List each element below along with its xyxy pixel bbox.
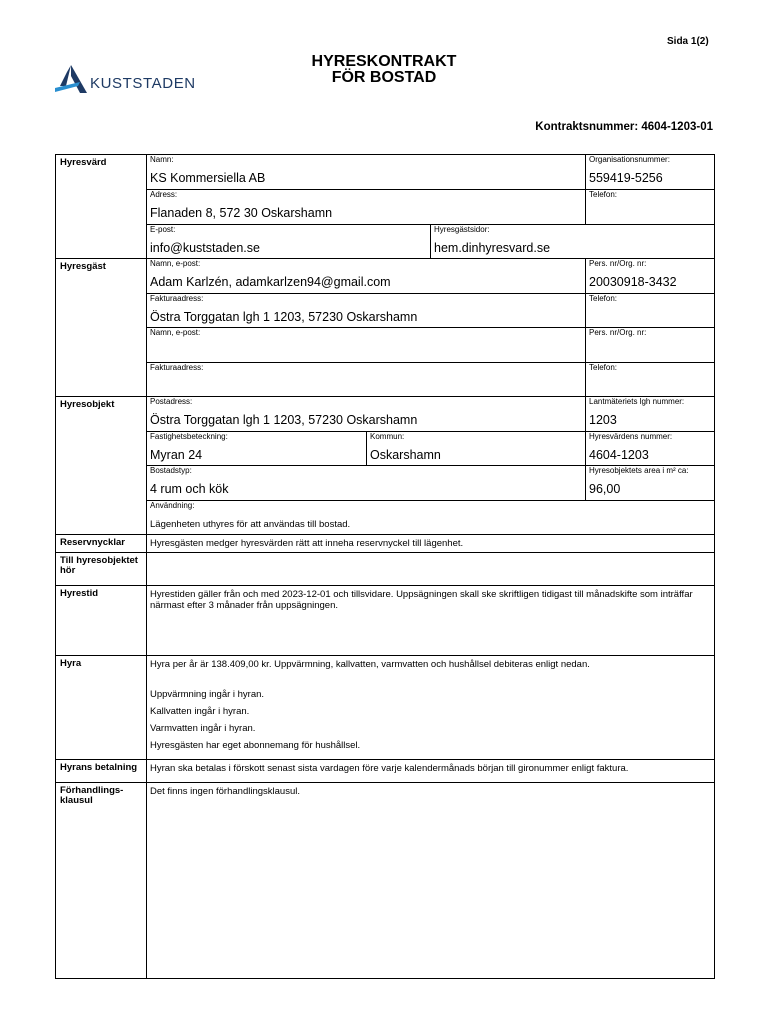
field-label: Adress: [150,190,178,199]
field-label: Organisationsnummer: [589,155,670,164]
logo-text: KUSTSTADEN [90,74,196,92]
field-label: Namn, e-post: [150,328,201,337]
field-tenant-pages [431,225,714,259]
forhandling-label-line-2: klausul [60,795,93,806]
section-label-tillhor: Till hyresobjektet hör [56,553,147,585]
field-postal-address [147,397,586,432]
field-housing-type [147,466,586,501]
title-line-2: FÖR BOSTAD [331,69,437,86]
tenant-name-value: Adam Karlzén, adamkarlzen94@gmail.com [150,275,391,289]
field-org-number [586,155,714,190]
postal-address-value: Östra Torggatan lgh 1 1203, 57230 Oskarshamn [150,413,418,427]
area-value: 96,00 [589,482,621,496]
field-label: Hyresvärdens nummer: [589,432,673,441]
field-label: Pers. nr/Org. nr: [589,328,647,337]
forhandling-text: Det finns ingen förhandlingsklausul. [150,786,300,797]
section-label-forhandling [56,783,147,978]
field-landlord-address [147,190,586,225]
section-hyresvard [56,155,714,259]
field-label: Kommun: [370,432,405,441]
hyrestid-text: Hyrestiden gäller från och med 2023-12-01 och tillsvidare. Uppsägningen skall ske skriftligen tidigast till månadskifte som inträffar närmast efter 3 månader från uppsägningen. [150,589,693,611]
landlord-address-value: Flanaden 8, 572 30 Oskarshamn [150,206,333,220]
field-tenant2-name [147,328,586,363]
field-tenant-name [147,259,586,294]
field-label: Telefon: [589,190,618,199]
section-tillhor [56,553,714,586]
field-landlord-number [586,432,714,466]
field-label: Hyresgästsidor: [434,225,490,234]
contract-form [55,154,715,979]
section-label-hyra: Hyra [56,656,147,759]
field-label: Fastighetsbeteckning: [150,432,228,441]
document-title [250,54,518,86]
hyra-line-2: Uppvärmning ingår i hyran. [150,689,265,700]
landlord-name-value: KS Kommersiella AB [150,171,266,185]
field-tenant-phone [586,294,714,328]
title-line-1: HYRESKONTRAKT [311,53,457,70]
field-kommun [367,432,586,466]
hyra-line-4: Varmvatten ingår i hyran. [150,723,256,734]
section-betalning [56,760,714,783]
org-number-value: 559419-5256 [589,171,663,185]
section-label-reservnycklar: Reservnycklar [56,535,147,552]
field-label: Telefon: [589,363,618,372]
field-label: Fakturaadress: [150,294,204,303]
hyra-line-1: Hyra per år är 138.409,00 kr. Uppvärmning, kallvatten, varmvatten och hushållsel debiteras enligt nedan. [150,659,590,670]
field-tenant2-phone [586,363,714,397]
field-label: Hyresobjektets area i m² ca: [589,466,689,475]
field-area [586,466,714,501]
section-label-hyresgast: Hyresgäst [56,259,147,396]
lm-number-value: 1203 [589,413,617,427]
tenant-invoice-value: Östra Torggatan lgh 1 1203, 57230 Oskarshamn [150,310,418,324]
field-label: Pers. nr/Org. nr: [589,259,647,268]
tenant-pages-value: hem.dinhyresvard.se [434,241,551,255]
field-landlord-phone [586,190,714,225]
field-label: Telefon: [589,294,618,303]
field-usage [147,501,714,535]
field-label: Bostadstyp: [150,466,192,475]
contract-number: Kontraktsnummer: 4604-1203-01 [535,121,713,133]
field-label: Namn, e-post: [150,259,201,268]
section-label-hyresvard: Hyresvärd [56,155,147,258]
kuststaden-logo [54,64,196,94]
field-label: Namn: [150,155,174,164]
field-tenant2-pnr [586,328,714,363]
housing-type-value: 4 rum och kök [150,482,229,496]
usage-value: Lägenheten uthyres för att användas till bostad. [150,519,351,530]
field-label: Fakturaadress: [150,363,204,372]
section-label-hyresobjekt: Hyresobjekt [56,397,147,534]
field-label: Lantmäteriets lgh nummer: [589,397,685,406]
section-hyresgast [56,259,714,397]
betalning-text: Hyran ska betalas i förskott senast sista vardagen före varje kalendermånads början till gironummer enligt faktura. [150,763,629,774]
section-forhandling [56,783,714,978]
hyra-line-3: Kallvatten ingår i hyran. [150,706,250,717]
kuststaden-logo-icon [54,64,88,94]
section-hyra [56,656,714,760]
field-label: Postadress: [150,397,193,406]
kommun-value: Oskarshamn [370,448,441,462]
landlord-number-value: 4604-1203 [589,448,649,462]
page-number: Sida 1(2) [667,36,709,47]
field-label: Användning: [150,501,195,510]
hyra-text [147,656,714,759]
property-value: Myran 24 [150,448,203,462]
field-label: E-post: [150,225,176,234]
forhandling-label-line-1: Förhandlings- [60,785,124,796]
section-label-hyrestid: Hyrestid [56,586,147,655]
field-landlord-name [147,155,586,190]
field-landlord-email [147,225,431,259]
section-label-betalning: Hyrans betalning [56,760,147,782]
landlord-email-value: info@kuststaden.se [150,241,260,255]
section-hyrestid [56,586,714,656]
section-hyresobjekt [56,397,714,535]
field-tenant2-invoice [147,363,586,397]
section-reservnycklar [56,535,714,553]
field-tenant-pnr [586,259,714,294]
tenant-pnr-value: 20030918-3432 [589,275,677,289]
tillhor-content [147,553,714,585]
reservnycklar-text: Hyresgästen medger hyresvärden rätt att inneha reservnyckel till lägenhet. [150,538,464,549]
field-property [147,432,367,466]
field-lm-number [586,397,714,432]
hyra-line-5: Hyresgästen har eget abonnemang för hushållsel. [150,740,361,751]
field-tenant-invoice [147,294,586,328]
